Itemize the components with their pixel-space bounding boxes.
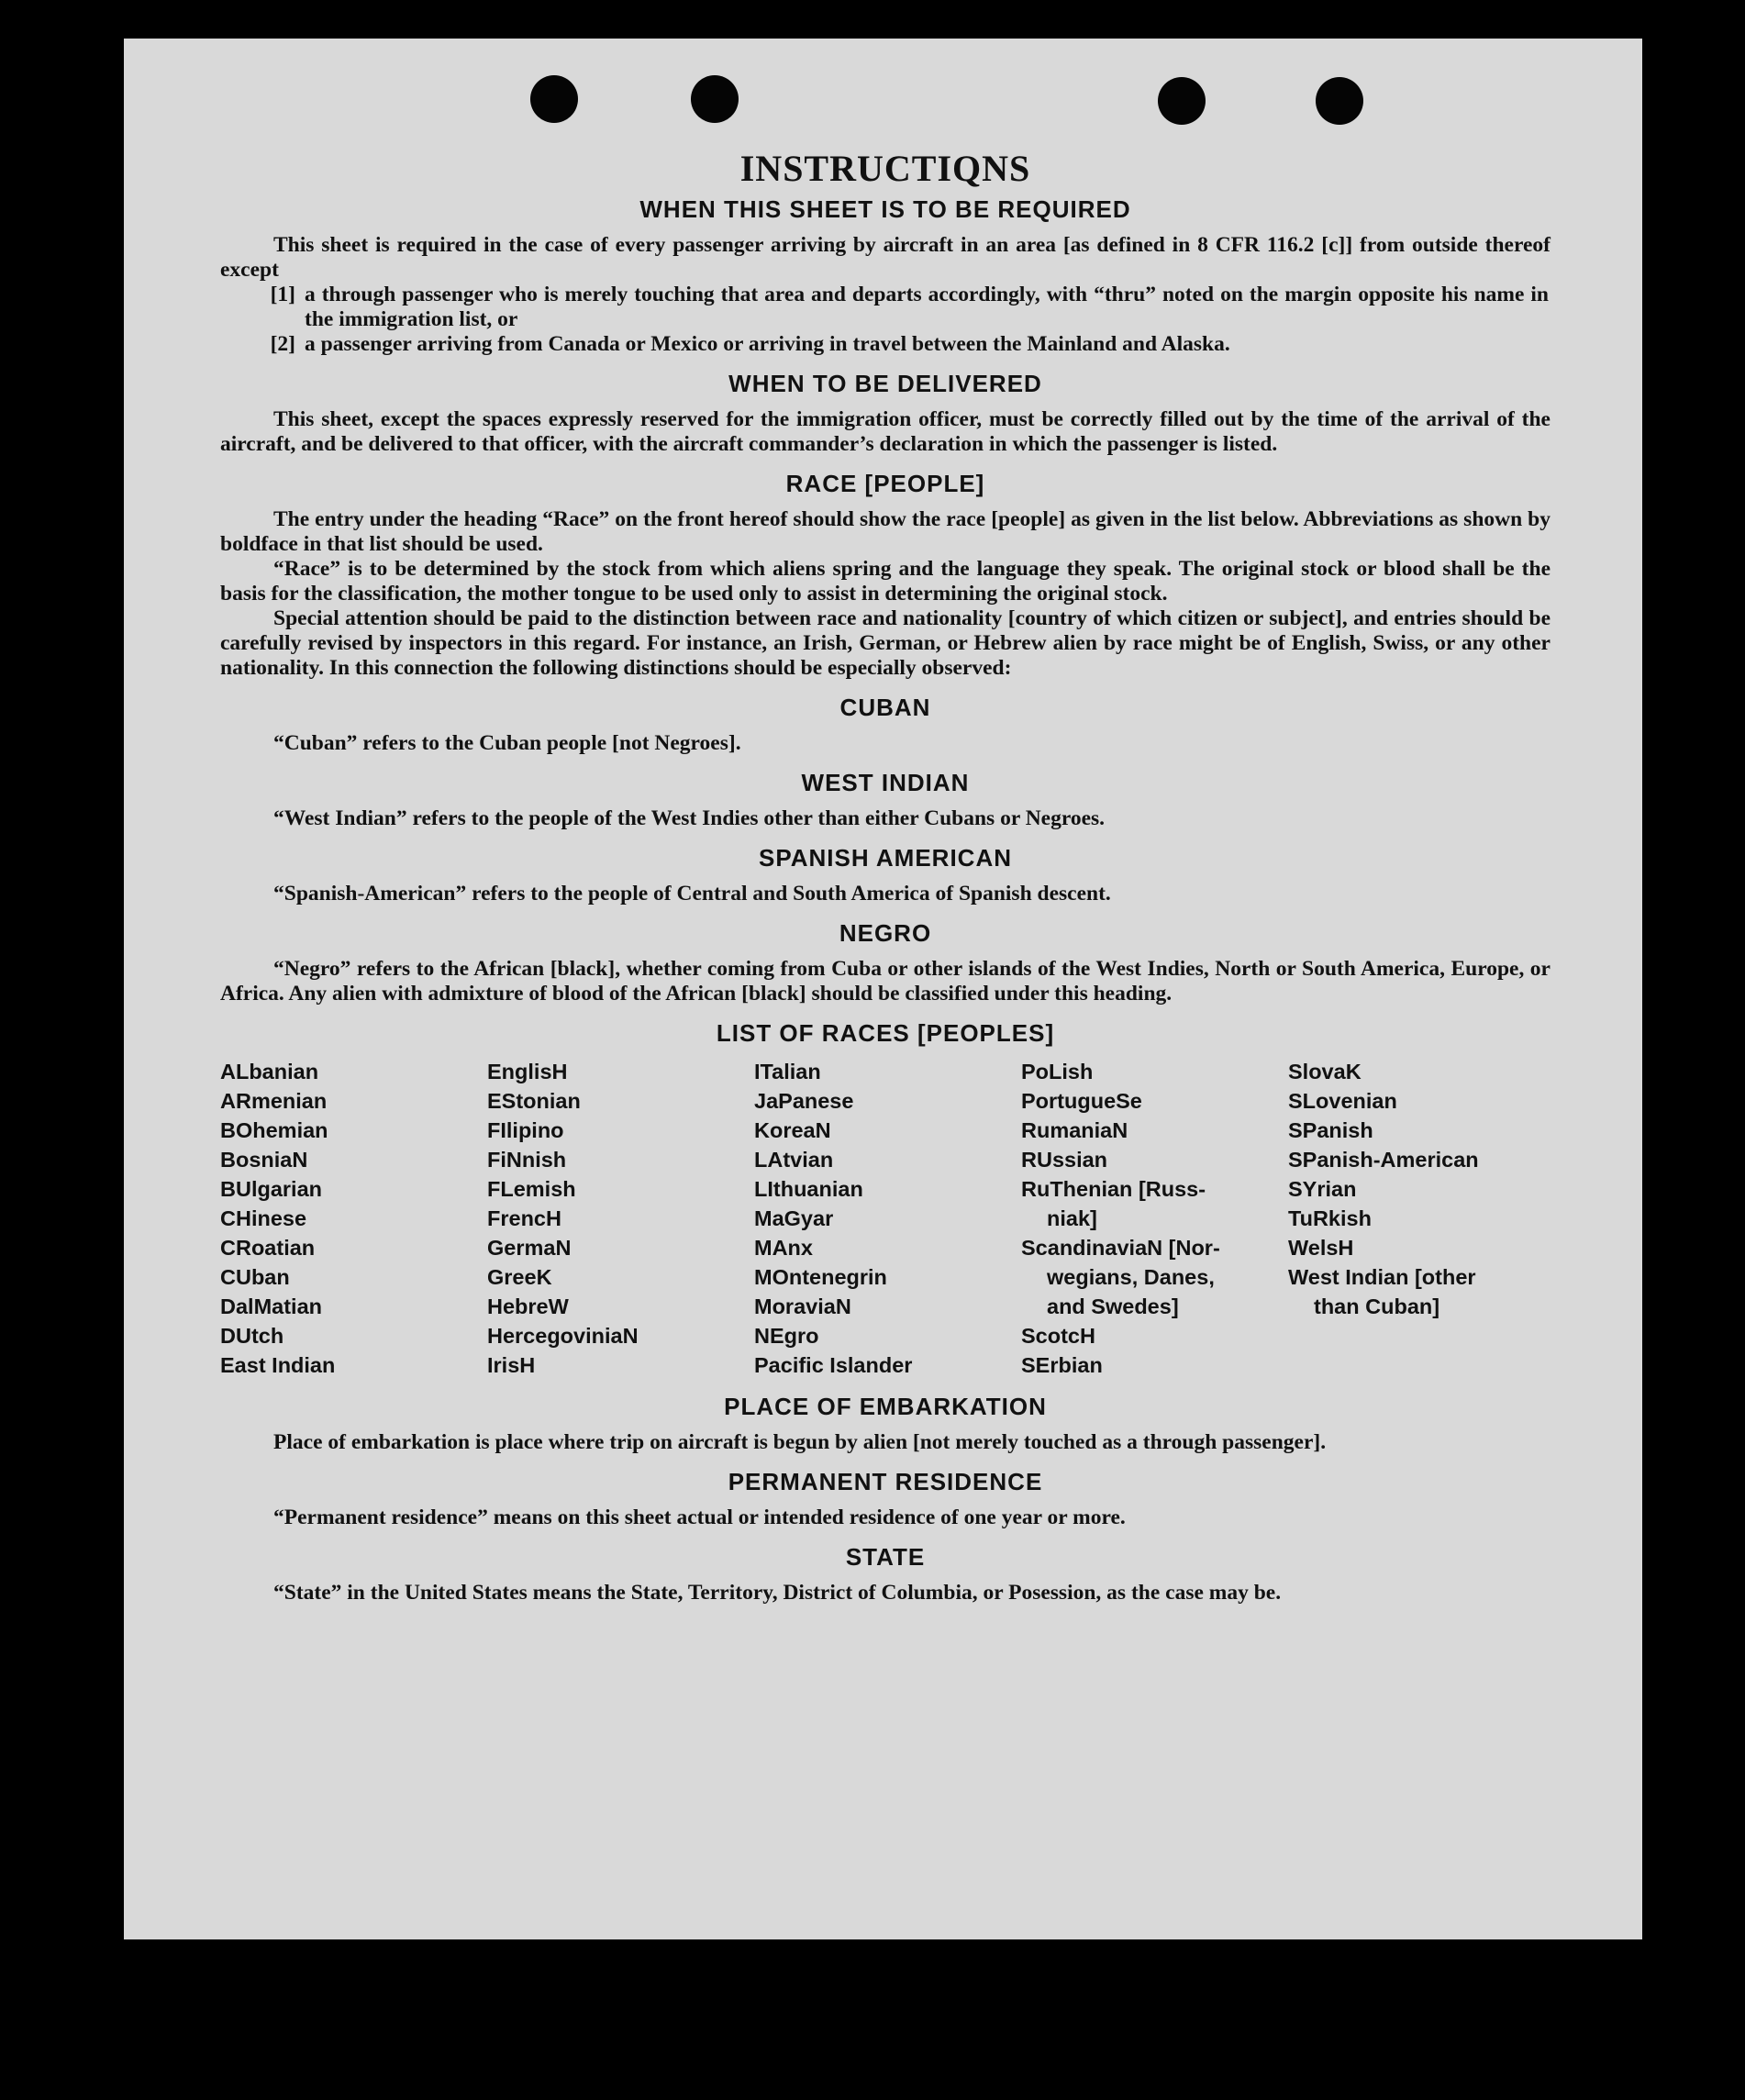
section-heading: WHEN THIS SHEET IS TO BE REQUIRED — [639, 195, 1131, 223]
race-entry-continuation: and Swedes] — [1047, 1294, 1179, 1318]
section-heading: PLACE OF EMBARKATION — [724, 1393, 1047, 1420]
section-heading: WHEN TO BE DELIVERED — [728, 370, 1042, 397]
race-entry: SlovaK — [1288, 1060, 1362, 1083]
races-column — [754, 1057, 1021, 1380]
race-entry: EStonian — [487, 1089, 581, 1113]
paragraph: Place of embarkation is place where trip on aircraft is begun by alien [not merely touched as a through passenger]. — [273, 1430, 1327, 1454]
race-entry: RuThenian [Russ- — [1021, 1177, 1206, 1201]
paragraph: “West Indian” refers to the people of the West Indies other than either Cubans or Negroes. — [273, 806, 1106, 830]
race-entry: BUlgarian — [220, 1177, 322, 1201]
race-entry: FLemish — [487, 1177, 576, 1201]
race-entry: HebreW — [487, 1294, 569, 1318]
race-entry: SYrian — [1288, 1177, 1357, 1201]
race-entry: PortugueSe — [1021, 1089, 1142, 1113]
race-entry: ScandinaviaN [Nor- — [1021, 1236, 1220, 1260]
race-entry: WelsH — [1288, 1236, 1354, 1260]
section-heading: SPANISH AMERICAN — [758, 844, 1012, 872]
race-entry: LAtvian — [754, 1148, 834, 1172]
paragraph: This sheet, except the spaces expressly reserved for the immigration officer, must be correctly filled out by the time of the arrival of the aircraft, and be delivered to that officer, with the aircraft commander’s declaration in which the passenger is listed. — [220, 407, 1550, 456]
section-heading: WEST INDIAN — [801, 769, 970, 796]
race-entry: HercegoviniaN — [487, 1324, 639, 1348]
section-heading: STATE — [845, 1543, 926, 1571]
race-entry: CRoatian — [220, 1236, 316, 1260]
item-text: a through passenger who is merely touching that area and departs accordingly, with “thru” noted on the margin opposite his name in the immigration list, or — [305, 283, 1549, 331]
paragraph: “State” in the United States means the State, Territory, District of Columbia, or Posession, as the case may be. — [273, 1581, 1282, 1605]
races-list — [220, 1057, 1550, 1380]
races-column — [487, 1057, 754, 1380]
race-entry: MaGyar — [754, 1206, 834, 1230]
race-entry: ScotcH — [1021, 1324, 1095, 1348]
race-entry: DalMatian — [220, 1294, 322, 1318]
paragraph: Special attention should be paid to the distinction between race and nationality [country of which citizen or subject], and entries should be carefully revised by inspectors in this regard. For instance, an Irish, German, or Hebrew alien by race might be of English, Swiss, or any other nationality. In this connection the following distinctions should be especially observed: — [220, 606, 1550, 680]
race-entry: MoraviaN — [754, 1294, 851, 1318]
race-entry: SPanish — [1288, 1118, 1373, 1142]
race-entry-continuation: than Cuban] — [1314, 1294, 1440, 1318]
punch-hole — [1316, 77, 1363, 125]
race-entry: JaPanese — [754, 1089, 854, 1113]
race-entry: IrisH — [487, 1353, 536, 1377]
paragraph: The entry under the heading “Race” on the front hereof should show the race [people] as given in the list below. Abbreviations as shown by boldface in that list should be used. — [220, 507, 1550, 556]
race-entry: GermaN — [487, 1236, 572, 1260]
race-entry: DUtch — [220, 1324, 284, 1348]
item-text: a passenger arriving from Canada or Mexico or arriving in travel between the Mainland and Alaska. — [305, 332, 1230, 356]
race-entry: PoLish — [1021, 1060, 1094, 1083]
section-heading: CUBAN — [839, 694, 931, 721]
race-entry: KoreaN — [754, 1118, 831, 1142]
race-entry: CHinese — [220, 1206, 307, 1230]
page-title: INSTRUCTIQNS — [739, 148, 1031, 189]
race-entry: LIthuanian — [754, 1177, 863, 1201]
instructions-content — [220, 147, 1550, 1606]
paragraph: “Negro” refers to the African [black], whether coming from Cuba or other islands of the West Indies, North or South America, Europe, or Africa. Any alien with admixture of blood of the African [black] should be classified under this heading. — [220, 957, 1550, 1006]
section-heading: RACE [PEOPLE] — [785, 470, 985, 497]
race-entry: BOhemian — [220, 1118, 328, 1142]
races-column — [220, 1057, 487, 1380]
race-entry: SLovenian — [1288, 1089, 1397, 1113]
section-heading: NEGRO — [839, 919, 932, 947]
race-entry: ITalian — [754, 1060, 821, 1083]
section-heading: PERMANENT RESIDENCE — [728, 1468, 1043, 1495]
race-entry-continuation: niak] — [1047, 1206, 1097, 1230]
race-entry: NEgro — [754, 1324, 819, 1348]
races-heading: LIST OF RACES [PEOPLES] — [716, 1019, 1055, 1047]
paragraph: “Spanish-American” refers to the people of Central and South America of Spanish descent. — [273, 882, 1111, 906]
punch-hole — [530, 75, 578, 123]
item-number: [2] — [270, 332, 295, 356]
list-item — [220, 332, 1550, 357]
race-entry: SPanish-American — [1288, 1148, 1479, 1172]
race-entry: SErbian — [1021, 1353, 1103, 1377]
paragraph: “Cuban” refers to the Cuban people [not Negroes]. — [273, 731, 741, 755]
race-entry: East Indian — [220, 1353, 336, 1377]
punch-hole — [691, 75, 739, 123]
race-entry: MAnx — [754, 1236, 813, 1260]
race-entry: RumaniaN — [1021, 1118, 1128, 1142]
race-entry: ARmenian — [220, 1089, 328, 1113]
race-entry-continuation: wegians, Danes, — [1047, 1265, 1215, 1289]
paragraph: This sheet is required in the case of every passenger arriving by aircraft in an area [as defined in 8 CFR 116.2 [c]] from outside thereof except — [220, 233, 1550, 282]
race-entry: CUban — [220, 1265, 290, 1289]
race-entry: FIlipino — [487, 1118, 564, 1142]
race-entry: MOntenegrin — [754, 1265, 887, 1289]
item-number: [1] — [270, 283, 295, 306]
race-entry: RUssian — [1021, 1148, 1108, 1172]
race-entry: BosniaN — [220, 1148, 308, 1172]
race-entry: EnglisH — [487, 1060, 568, 1083]
race-entry: GreeK — [487, 1265, 552, 1289]
race-entry: FiNnish — [487, 1148, 567, 1172]
race-entry: ALbanian — [220, 1060, 319, 1083]
punch-hole — [1158, 77, 1206, 125]
race-entry: Pacific Islander — [754, 1353, 913, 1377]
race-entry: FrencH — [487, 1206, 561, 1230]
list-item — [220, 283, 1550, 332]
races-column — [1021, 1057, 1288, 1380]
race-entry: West Indian [other — [1288, 1265, 1476, 1289]
race-entry: TuRkish — [1288, 1206, 1372, 1230]
paragraph: “Permanent residence” means on this sheet actual or intended residence of one year or more. — [273, 1506, 1126, 1529]
paragraph: “Race” is to be determined by the stock from which aliens spring and the language they speak. The original stock or blood shall be the basis for the classification, the mother tongue to be used only to assist in determining the original stock. — [220, 557, 1550, 606]
races-column — [1288, 1057, 1550, 1380]
